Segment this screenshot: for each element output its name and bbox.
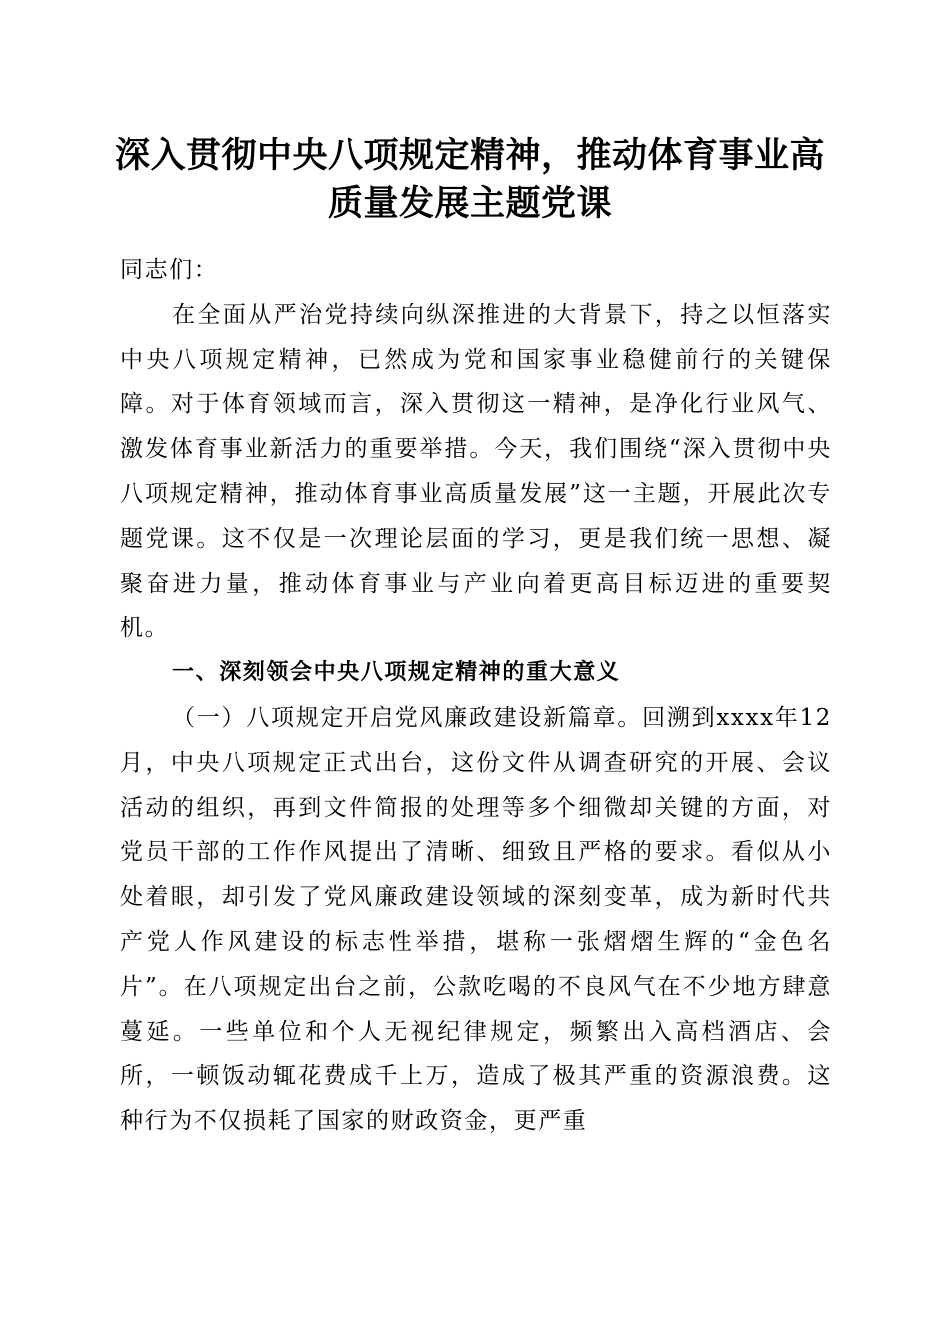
title-line-2: 质量发展主题党课 [327,183,612,224]
section-1-heading: 一、深刻领会中央八项规定精神的重大意义 [172,660,621,686]
subsection-1-label: （一）八项规定开启党风廉政建设新篇章。 [172,704,643,731]
document-body [120,248,832,1144]
document-title [110,132,830,228]
intro-paragraph: 在全面从严治党持续向纵深推进的大背景下，持之以恒落实中央八项规定精神，已然成为党和国家事业稳健前行的关键保障。对于体育领域而言，深入贯彻这一精神，是净化行业风气、激发体育事业新活力的重要举措。今天，我们围绕“深入贯彻中央八项规定精神，推动体育事业高质量发展”这一主题，开展此次专题党课。这不仅是一次理论层面的学习，更是我们统一思想、凝聚奋进力量，推动体育事业与产业向着更高目标迈进的重要契机。 [120,301,832,642]
subsection-1-paragraph [120,696,832,1144]
subsection-1-text: 回溯到xxxx年12月，中央八项规定正式出台，这份文件从调查研究的开展、会议活动的组织，再到文件简报的处理等多个细微却关键的方面，对党员干部的工作作风提出了清晰、细致且严格的要求。看似从小处着眼，却引发了党风廉政建设领域的深刻变革，成为新时代共产党人作风建设的标志性举措，堪称一张熠熠生辉的“金色名片”。在八项规定出台之前，公款吃喝的不良风气在不少地方肆意蔓延。一些单位和个人无视纪律规定，频繁出入高档酒店、会所，一顿饭动辄花费成千上万，造成了极其严重的资源浪费。这种行为不仅损耗了国家的财政资金，更严重 [120,704,832,1135]
title-line-1: 深入贯彻中央八项规定精神，推动体育事业高 [114,135,825,176]
greeting: 同志们： [120,257,219,283]
